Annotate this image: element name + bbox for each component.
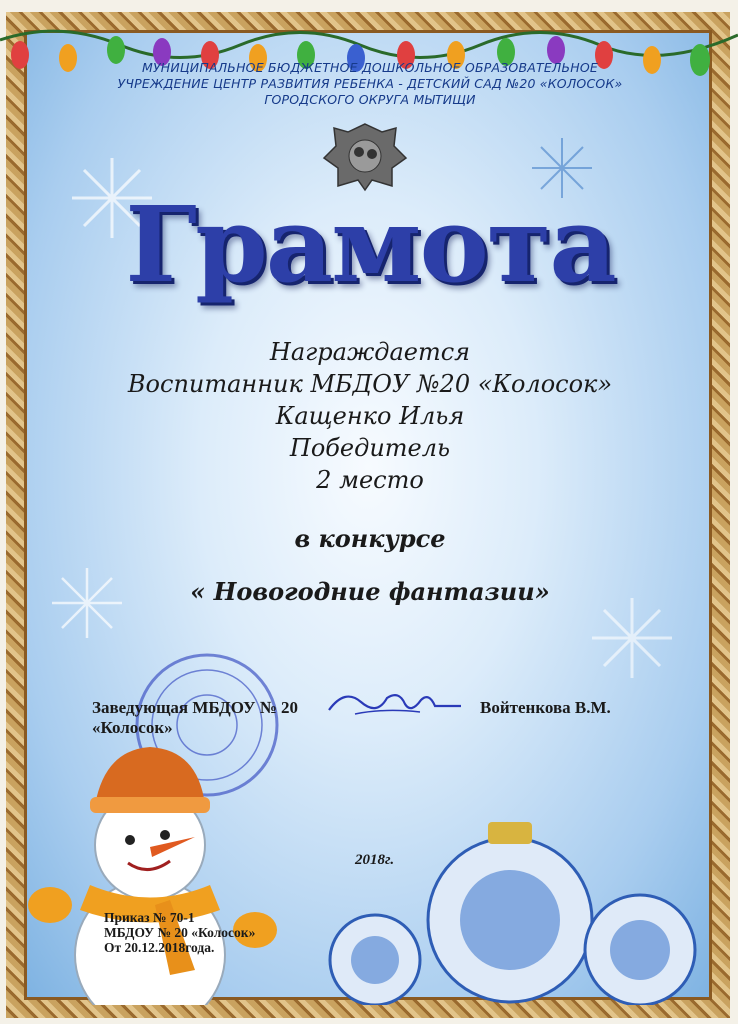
award-line-contest-name: « Новогодние фантазии»	[190, 577, 550, 606]
order-block	[104, 910, 255, 955]
director-position-2: «Колосок»	[92, 718, 173, 737]
kindergarten-emblem-icon	[322, 122, 408, 192]
header-line-2: УЧРЕЖДЕНИЕ ЦЕНТР РАЗВИТИЯ РЕБЕНКА - ДЕТСКИЙ САД №20 «КОЛОСОК»	[117, 76, 623, 91]
award-line-winner: Победитель	[289, 434, 451, 462]
award-text	[60, 330, 680, 606]
director-name: Войтенкова В.М.	[480, 698, 611, 717]
year: 2018г.	[355, 852, 395, 868]
snowflake-icon	[587, 593, 677, 683]
award-line-pupil: Воспитанник МБДОУ №20 «Колосок»	[127, 370, 613, 398]
award-line-place: 2 место	[316, 466, 424, 494]
signature	[325, 680, 465, 728]
snowman-illustration	[20, 735, 300, 1005]
award-line-name: Кащенко Илья	[275, 402, 465, 430]
order-line-3: От 20.12.2018года.	[104, 940, 215, 955]
header-line-3: ГОРОДСКОГО ОКРУГА МЫТИЩИ	[264, 92, 476, 107]
order-line-2: МБДОУ № 20 «Колосок»	[104, 925, 256, 940]
director-position: Заведующая МБДОУ № 20	[92, 698, 299, 717]
award-line-contest: в конкурсе	[294, 524, 446, 553]
institution-header	[60, 60, 680, 108]
award-line-awarded: Награждается	[269, 338, 471, 366]
page-title: Грамота	[125, 183, 615, 306]
order-line-1: Приказ № 70-1	[104, 910, 195, 925]
christmas-ornaments	[320, 790, 710, 1005]
header-line-1: МУНИЦИПАЛЬНОЕ БЮДЖЕТНОЕ ДОШКОЛЬНОЕ ОБРАЗОВАТЕЛЬНОЕ	[141, 60, 599, 75]
